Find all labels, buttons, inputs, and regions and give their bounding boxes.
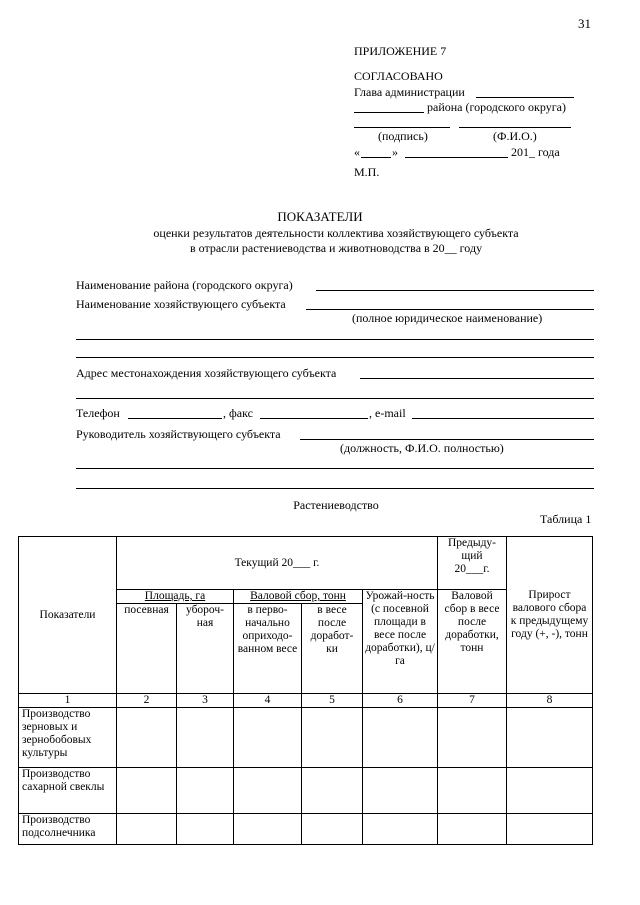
entity-head-hint: (должность, Ф.И.О. полностью) [340, 441, 504, 455]
date-year: 201_ года [511, 145, 560, 159]
date-quote-open: « [354, 145, 360, 159]
entity-name-label: Наименование хозяйствующего субъекта [76, 297, 286, 311]
district-label: района (городского округа) [427, 100, 566, 114]
col-number: 6 [363, 694, 438, 708]
table-row [19, 768, 593, 814]
email-field[interactable] [412, 418, 594, 419]
title-line-2: в отрасли растениеводства и животноводства в 20__ году [189, 241, 483, 255]
head-line [476, 97, 574, 98]
col-number: 4 [234, 694, 302, 708]
col-number: 2 [117, 694, 177, 708]
title-line-1: оценки результатов деятельности коллектива хозяйствующего субъекта [153, 226, 519, 240]
agreed-label: СОГЛАСОВАНО [354, 69, 443, 83]
entity-extra-line-1[interactable] [76, 339, 594, 340]
phone-field[interactable] [128, 418, 222, 419]
page-number: 31 [578, 16, 591, 31]
row-label-sunflower: Производство подсолнечника [19, 814, 117, 845]
table-row [19, 814, 593, 845]
header-after-processing: в весе после доработ-ки [302, 604, 363, 694]
address-field[interactable] [360, 378, 594, 379]
header-harvested: убороч-ная [177, 604, 234, 694]
table-cell[interactable] [302, 768, 363, 814]
address-extra-line[interactable] [76, 398, 594, 399]
col-number: 7 [438, 694, 507, 708]
row-label-sugar-beet: Производство сахарной свеклы [19, 768, 117, 814]
header-indicators: Показатели [19, 537, 117, 694]
table-row [19, 708, 593, 768]
appendix-label: ПРИЛОЖЕНИЕ 7 [354, 44, 447, 58]
header-gross: Валовой сбор, тонн [234, 590, 363, 604]
administration-head-label: Глава администрации [354, 85, 465, 99]
table-cell[interactable] [117, 768, 177, 814]
fio-line [459, 127, 571, 128]
signature-hint: (подпись) [378, 129, 428, 143]
entity-head-extra-line-1[interactable] [76, 468, 594, 469]
date-quote-close: » [392, 145, 398, 159]
table-cell[interactable] [363, 768, 438, 814]
fio-hint: (Ф.И.О.) [493, 129, 537, 143]
header-initial-weight: в перво-начально оприходо-ванном весе [234, 604, 302, 694]
row-label-grain: Производство зерновых и зернобобовых культуры [19, 708, 117, 768]
district-line [354, 112, 424, 113]
entity-head-extra-line-2[interactable] [76, 488, 594, 489]
table-cell[interactable] [117, 708, 177, 768]
fax-field[interactable] [260, 418, 368, 419]
col-number: 5 [302, 694, 363, 708]
date-month-line [405, 157, 508, 158]
section-title: Растениеводство [293, 498, 379, 512]
district-name-field[interactable] [316, 290, 594, 291]
previous-year-line-3: 20___г. [454, 563, 490, 575]
header-sown: посевная [117, 604, 177, 694]
header-prev-gross: Валовой сбор в весе после доработки, тонн [438, 590, 507, 694]
col-number: 3 [177, 694, 234, 708]
header-current-year: Текущий 20___ г. [117, 537, 438, 590]
header-area: Площадь, га [117, 590, 234, 604]
table-cell[interactable] [438, 708, 507, 768]
table-cell[interactable] [177, 708, 234, 768]
entity-name-hint: (полное юридическое наименование) [352, 311, 543, 325]
header-previous-year [438, 537, 507, 590]
page-title: ПОКАЗАТЕЛИ [277, 209, 363, 224]
table-cell[interactable] [438, 814, 507, 845]
entity-head-label: Руководитель хозяйствующего субъекта [76, 427, 281, 441]
header-yield: Урожай-ность (с посевной площади в весе после доработки), ц/га [363, 590, 438, 694]
header-growth: Прирост валового сбора к предыдущему году (+, -), тонн [507, 537, 593, 694]
table-cell[interactable] [438, 768, 507, 814]
district-name-label: Наименование района (городского округа) [76, 278, 293, 292]
table-cell[interactable] [302, 814, 363, 845]
table-cell[interactable] [507, 768, 593, 814]
previous-year-line-2: щий [461, 550, 483, 562]
previous-year-line-1: Предыду- [447, 537, 497, 549]
phone-label: Телефон [76, 406, 120, 420]
email-label: , e-mail [369, 406, 406, 420]
table-cell[interactable] [363, 708, 438, 768]
table-cell[interactable] [507, 708, 593, 768]
address-label: Адрес местонахождения хозяйствующего субъекта [76, 366, 337, 380]
table-cell[interactable] [302, 708, 363, 768]
fax-label: , факс [223, 406, 253, 420]
seal-label: М.П. [354, 165, 380, 179]
table-cell[interactable] [363, 814, 438, 845]
table-cell[interactable] [117, 814, 177, 845]
table-cell[interactable] [507, 814, 593, 845]
date-day-line [361, 157, 391, 158]
table-label: Таблица 1 [540, 512, 592, 526]
signature-line [354, 127, 450, 128]
table-cell[interactable] [234, 768, 302, 814]
table-cell[interactable] [177, 768, 234, 814]
table-cell[interactable] [234, 708, 302, 768]
table-cell[interactable] [177, 814, 234, 845]
entity-extra-line-2[interactable] [76, 357, 594, 358]
entity-head-field[interactable] [300, 439, 594, 440]
col-number: 8 [507, 694, 593, 708]
col-number: 1 [19, 694, 117, 708]
crop-production-table [18, 536, 593, 845]
table-cell[interactable] [234, 814, 302, 845]
entity-name-field[interactable] [306, 309, 594, 310]
